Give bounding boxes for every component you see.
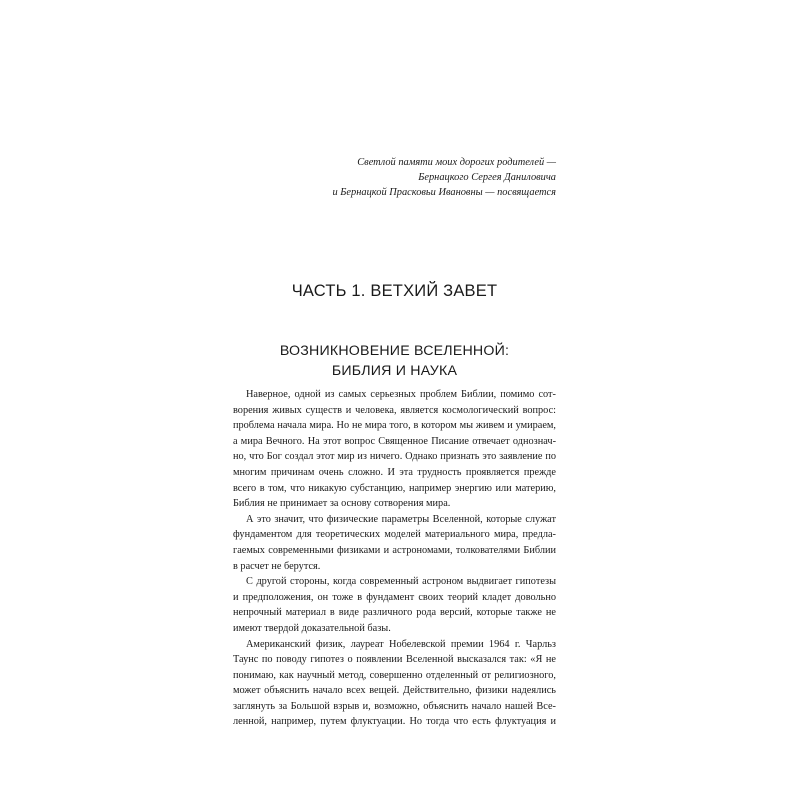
text-line: ворения живых существ и человека, является космологический вопрос: — [233, 404, 556, 416]
dedication-line: Бернацкого Сергея Даниловича — [418, 172, 556, 183]
text-line: многим причинам очень сложно. И эта трудность проявляется прежде — [233, 466, 556, 478]
text-line: Библия не принимает за основу сотворения мира. — [233, 498, 451, 510]
text-line: заглянуть за Большой взрыв и, возможно, объяснить начало нашей Все- — [233, 700, 556, 712]
text-line: а мира Вечного. На этот вопрос Священное Писание отвечает однознач- — [233, 435, 556, 447]
text-line: понимаю, как научный метод, совершенно отделенный от религиозного, — [233, 669, 556, 681]
text-line: Американский физик, лауреат Нобелевской премии 1964 г. Чарльз — [246, 638, 556, 650]
dedication-line: и Бернацкой Прасковьи Ивановны — посвящается — [332, 187, 556, 198]
dedication — [233, 155, 556, 200]
text-line: ленной, например, путем флуктуации. Но тогда что есть флуктуация и — [233, 716, 556, 728]
text-line: всего в том, что никакую субстанцию, например энергию или материю, — [233, 482, 556, 494]
text-line: и предположения, он тоже в фундамент своих теорий кладет довольно — [233, 591, 556, 603]
text-line: но, что Бог создал этот мир из ничего. Однако признать это заявление по — [233, 451, 556, 463]
section-title-line: БИБЛИЯ И НАУКА — [331, 363, 458, 379]
text-line: Наверное, одной из самых серьезных проблем Библии, помимо сот- — [246, 389, 556, 400]
text-line: С другой стороны, когда современный астроном выдвигает гипотезы — [246, 576, 556, 588]
text-line: фундаментом для теоретических моделей материального мира, предла- — [233, 529, 556, 541]
text-line: гаемых современными физиками и астрономами, толкователями Библии — [233, 544, 556, 556]
section-title — [233, 341, 556, 381]
section-title-line: ВОЗНИКНОВЕНИЕ ВСЕЛЕННОЙ: — [279, 343, 510, 359]
text-line: может объяснить начало всех вещей. Действительно, физики надеялись — [233, 685, 556, 697]
text-line: в расчет не берутся. — [233, 560, 321, 572]
text-line: А это значит, что физические параметры Вселенной, которые служат — [246, 513, 556, 525]
text-line: Таунс по поводу гипотез о появлении Вселенной высказался так: «Я не — [233, 654, 556, 666]
book-page — [233, 0, 556, 800]
paragraph — [233, 574, 556, 636]
text-line: проблема начала мира. Но не мира того, в котором мы живем и умираем, — [233, 420, 556, 432]
paragraph — [233, 387, 556, 512]
paragraph — [233, 637, 556, 731]
paragraph — [233, 512, 556, 574]
text-line: непрочный материал в виде различного рода версий, которые также не — [233, 607, 556, 619]
body-text — [233, 387, 556, 730]
dedication-line: Светлой памяти моих дорогих родителей — — [357, 157, 556, 168]
text-line: имеют твердой доказательной базы. — [233, 622, 391, 634]
part-title: ЧАСТЬ 1. ВЕТХИЙ ЗАВЕТ — [291, 282, 498, 300]
